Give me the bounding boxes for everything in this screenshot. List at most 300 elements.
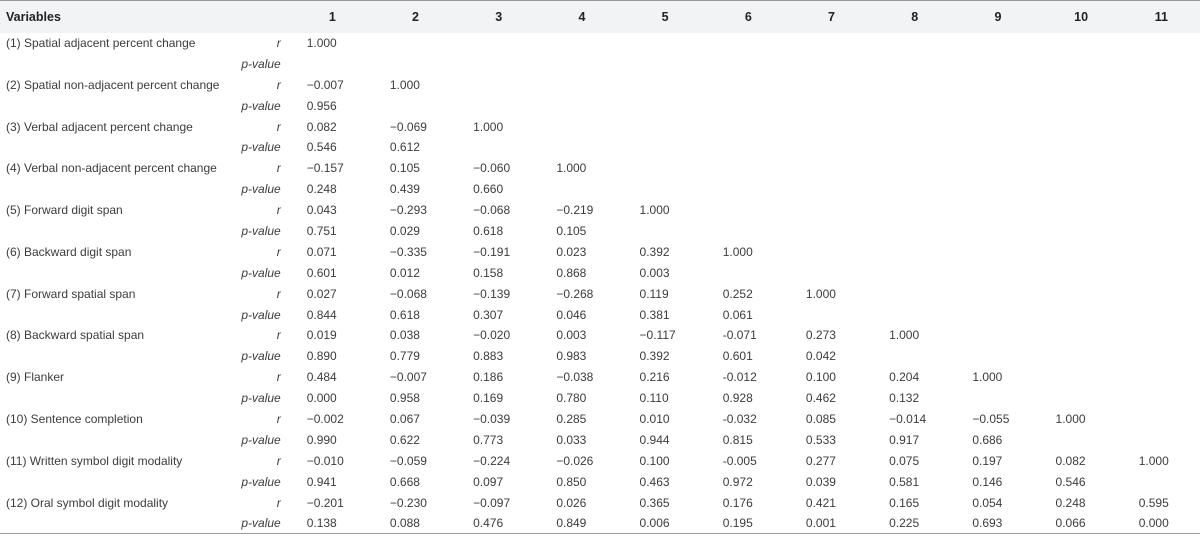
table-row-p bbox=[0, 53, 1200, 74]
cell-p bbox=[956, 221, 1039, 242]
variable-label: (9) Flanker bbox=[6, 370, 65, 385]
variable-label-blank bbox=[0, 471, 231, 492]
table-row-r bbox=[0, 116, 1200, 137]
cell-r bbox=[1040, 33, 1123, 54]
cell-p bbox=[374, 95, 457, 116]
cell-r: 0.365 bbox=[639, 495, 670, 510]
cell-r bbox=[1040, 158, 1123, 179]
cell-r: 0.075 bbox=[889, 453, 920, 468]
cell-r: 0.176 bbox=[722, 495, 753, 510]
cell-p bbox=[790, 53, 873, 74]
cell-p: 0.146 bbox=[972, 474, 1003, 489]
cell-r bbox=[790, 158, 873, 179]
cell-p: 0.941 bbox=[306, 474, 337, 489]
cell-p: 0.169 bbox=[473, 391, 504, 406]
cell-p bbox=[956, 179, 1039, 200]
cell-r bbox=[873, 241, 956, 262]
variable-label: (8) Backward spatial span bbox=[6, 328, 145, 343]
cell-r: 0.285 bbox=[556, 411, 587, 426]
cell-r: −0.335 bbox=[389, 244, 427, 259]
cell-r bbox=[1123, 241, 1200, 262]
table-row-p bbox=[0, 221, 1200, 242]
cell-r bbox=[1123, 283, 1200, 304]
cell-r: 1.000 bbox=[473, 119, 504, 134]
cell-r bbox=[956, 200, 1039, 221]
cell-p bbox=[1040, 388, 1123, 409]
stat-label-p: p-value bbox=[241, 349, 281, 364]
cell-p bbox=[1123, 179, 1200, 200]
cell-p bbox=[790, 179, 873, 200]
cell-r bbox=[1123, 33, 1200, 54]
cell-r: 0.392 bbox=[639, 244, 670, 259]
cell-p bbox=[956, 388, 1039, 409]
cell-p: 0.003 bbox=[639, 265, 670, 280]
cell-r: −0.097 bbox=[473, 495, 511, 510]
cell-r: 0.038 bbox=[389, 328, 420, 343]
cell-p bbox=[956, 137, 1039, 158]
cell-p: 0.006 bbox=[639, 516, 670, 531]
cell-r bbox=[873, 74, 956, 95]
cell-r bbox=[790, 74, 873, 95]
cell-p: 0.476 bbox=[473, 516, 504, 531]
cell-p: 0.868 bbox=[556, 265, 587, 280]
cell-p: 0.097 bbox=[473, 474, 504, 489]
table-row-p bbox=[0, 346, 1200, 367]
table-row-p bbox=[0, 137, 1200, 158]
cell-p bbox=[540, 137, 623, 158]
cell-r: −0.230 bbox=[389, 495, 427, 510]
cell-r: −0.068 bbox=[389, 286, 427, 301]
cell-p: 0.917 bbox=[889, 432, 920, 447]
cell-p bbox=[956, 262, 1039, 283]
cell-r: -0.032 bbox=[722, 411, 757, 426]
cell-p: 0.928 bbox=[722, 391, 753, 406]
header-col-5: 5 bbox=[661, 9, 669, 24]
stat-label-p: p-value bbox=[241, 182, 281, 197]
stat-label-r: r bbox=[276, 244, 281, 259]
cell-p: 0.660 bbox=[473, 182, 504, 197]
cell-r: 0.082 bbox=[1055, 453, 1086, 468]
cell-r bbox=[956, 74, 1039, 95]
cell-r: 1.000 bbox=[972, 370, 1003, 385]
cell-r bbox=[873, 283, 956, 304]
cell-p bbox=[1040, 304, 1123, 325]
cell-p: 0.439 bbox=[389, 182, 420, 197]
cell-p bbox=[873, 95, 956, 116]
cell-r: 1.000 bbox=[805, 286, 836, 301]
cell-r: −0.117 bbox=[639, 328, 676, 343]
variable-label-blank bbox=[0, 429, 231, 450]
cell-r bbox=[540, 74, 623, 95]
cell-p: 0.883 bbox=[473, 349, 504, 364]
cell-r bbox=[707, 200, 790, 221]
header-col-2: 2 bbox=[412, 9, 419, 24]
cell-r: 1.000 bbox=[639, 203, 670, 218]
cell-p bbox=[1040, 221, 1123, 242]
stat-label-p: p-value bbox=[241, 391, 281, 406]
cell-p: 0.601 bbox=[306, 265, 337, 280]
cell-p: 0.000 bbox=[306, 391, 337, 406]
cell-r bbox=[956, 116, 1039, 137]
cell-p bbox=[956, 304, 1039, 325]
header-variables: Variables bbox=[6, 9, 61, 24]
stat-label-r: r bbox=[276, 495, 281, 510]
cell-r: −0.007 bbox=[389, 370, 427, 385]
cell-p: 0.546 bbox=[306, 140, 337, 155]
cell-r: −0.201 bbox=[306, 495, 344, 510]
cell-r bbox=[956, 33, 1039, 54]
cell-r bbox=[1123, 158, 1200, 179]
cell-r: 0.003 bbox=[556, 328, 587, 343]
cell-r: −0.139 bbox=[473, 286, 511, 301]
cell-p bbox=[624, 179, 707, 200]
cell-r: −0.268 bbox=[556, 286, 594, 301]
variable-label-blank bbox=[0, 137, 231, 158]
variable-label: (7) Forward spatial span bbox=[6, 286, 136, 301]
cell-r: 1.000 bbox=[722, 244, 753, 259]
cell-r: 0.023 bbox=[556, 244, 587, 259]
stat-label-r: r bbox=[276, 453, 281, 468]
cell-p bbox=[457, 95, 540, 116]
cell-r: −0.068 bbox=[473, 203, 511, 218]
stat-label-r: r bbox=[276, 161, 281, 176]
cell-r: 0.100 bbox=[805, 370, 836, 385]
cell-p: 0.983 bbox=[556, 349, 587, 364]
cell-r: 0.043 bbox=[306, 203, 337, 218]
cell-r: -0.071 bbox=[722, 328, 757, 343]
cell-r: −0.010 bbox=[306, 453, 344, 468]
table-row-r bbox=[0, 200, 1200, 221]
cell-r bbox=[1040, 200, 1123, 221]
variable-label: (2) Spatial non-adjacent percent change bbox=[6, 77, 220, 92]
cell-r: 0.273 bbox=[805, 328, 836, 343]
cell-p: 0.463 bbox=[639, 474, 670, 489]
cell-p: 0.618 bbox=[389, 307, 420, 322]
stat-label-r: r bbox=[276, 286, 281, 301]
cell-p: 0.088 bbox=[389, 516, 420, 531]
cell-p bbox=[790, 95, 873, 116]
header-col-4: 4 bbox=[578, 9, 586, 24]
cell-r: 0.027 bbox=[306, 286, 337, 301]
cell-r bbox=[707, 116, 790, 137]
stat-label-r: r bbox=[276, 328, 281, 343]
cell-r bbox=[1123, 200, 1200, 221]
cell-p: 0.066 bbox=[1055, 516, 1086, 531]
header-col-1: 1 bbox=[328, 9, 336, 24]
cell-r: 0.595 bbox=[1138, 495, 1169, 510]
cell-p: 0.533 bbox=[805, 432, 836, 447]
cell-p: 0.029 bbox=[389, 223, 420, 238]
cell-p: 0.990 bbox=[306, 432, 337, 447]
table-row-p bbox=[0, 388, 1200, 409]
stat-label-r: r bbox=[276, 411, 281, 426]
cell-r: 0.026 bbox=[556, 495, 587, 510]
cell-p: 0.000 bbox=[1138, 516, 1169, 531]
cell-r: 0.277 bbox=[805, 453, 836, 468]
cell-p: 0.046 bbox=[556, 307, 587, 322]
cell-r bbox=[624, 33, 707, 54]
cell-r: 1.000 bbox=[1138, 453, 1169, 468]
cell-p: 0.225 bbox=[889, 516, 920, 531]
cell-r: −0.014 bbox=[889, 411, 927, 426]
cell-r: −0.020 bbox=[473, 328, 511, 343]
cell-p: 0.546 bbox=[1055, 474, 1086, 489]
table-row-r bbox=[0, 450, 1200, 471]
cell-r: −0.038 bbox=[556, 370, 594, 385]
table-row-p bbox=[0, 429, 1200, 450]
cell-p: 0.158 bbox=[473, 265, 504, 280]
stat-label-p: p-value bbox=[241, 432, 281, 447]
cell-p: 0.581 bbox=[889, 474, 920, 489]
cell-p bbox=[1123, 53, 1200, 74]
stat-label-r: r bbox=[276, 370, 281, 385]
cell-r bbox=[1123, 325, 1200, 346]
cell-p bbox=[540, 95, 623, 116]
cell-r: −0.002 bbox=[306, 411, 344, 426]
variable-label-blank bbox=[0, 513, 231, 534]
table-row-p bbox=[0, 471, 1200, 492]
cell-p bbox=[540, 53, 623, 74]
cell-r bbox=[540, 33, 623, 54]
cell-p: 0.686 bbox=[972, 432, 1003, 447]
cell-p: 0.039 bbox=[805, 474, 836, 489]
cell-r bbox=[624, 116, 707, 137]
cell-r bbox=[873, 33, 956, 54]
table-row-r bbox=[0, 409, 1200, 430]
cell-p bbox=[1123, 429, 1200, 450]
cell-p: 0.773 bbox=[473, 432, 504, 447]
cell-r: 0.054 bbox=[972, 495, 1003, 510]
stat-label-r: r bbox=[276, 119, 281, 134]
cell-r: 0.082 bbox=[306, 119, 337, 134]
variable-label: (6) Backward digit span bbox=[6, 244, 132, 259]
cell-r: −0.055 bbox=[972, 411, 1010, 426]
stat-label-r: r bbox=[276, 203, 281, 218]
cell-p: 0.061 bbox=[722, 307, 753, 322]
cell-p: 0.042 bbox=[805, 349, 836, 364]
cell-p bbox=[1123, 95, 1200, 116]
cell-p bbox=[1123, 388, 1200, 409]
cell-p bbox=[873, 221, 956, 242]
cell-r: 0.067 bbox=[389, 411, 420, 426]
cell-r: 0.165 bbox=[889, 495, 920, 510]
cell-r bbox=[707, 33, 790, 54]
table-row-p bbox=[0, 304, 1200, 325]
cell-p: 0.849 bbox=[556, 516, 587, 531]
cell-p: 0.248 bbox=[306, 182, 337, 197]
cell-p: 0.012 bbox=[389, 265, 420, 280]
cell-r bbox=[457, 74, 540, 95]
header-col-8: 8 bbox=[911, 9, 919, 24]
cell-p: 0.779 bbox=[389, 349, 420, 364]
cell-p bbox=[956, 346, 1039, 367]
cell-r: 0.085 bbox=[805, 411, 836, 426]
cell-p bbox=[873, 262, 956, 283]
variable-label: (11) Written symbol digit modality bbox=[6, 453, 183, 468]
variable-label-blank bbox=[0, 304, 231, 325]
cell-r bbox=[1123, 409, 1200, 430]
cell-r bbox=[790, 241, 873, 262]
cell-p bbox=[956, 53, 1039, 74]
cell-r: -0.012 bbox=[722, 370, 757, 385]
cell-p: 0.132 bbox=[889, 391, 920, 406]
cell-r bbox=[624, 158, 707, 179]
cell-r: 0.119 bbox=[639, 286, 669, 301]
stat-label-p: p-value bbox=[241, 98, 281, 113]
variable-label: (1) Spatial adjacent percent change bbox=[6, 35, 196, 50]
cell-r bbox=[707, 158, 790, 179]
header-col-11: 11 bbox=[1154, 9, 1168, 24]
cell-r bbox=[1040, 367, 1123, 388]
cell-p: 0.392 bbox=[639, 349, 670, 364]
cell-r: 1.000 bbox=[889, 328, 920, 343]
cell-p: 0.780 bbox=[556, 391, 587, 406]
stat-label-p: p-value bbox=[241, 140, 281, 155]
cell-p bbox=[1040, 262, 1123, 283]
cell-r: −0.059 bbox=[389, 453, 427, 468]
header-col-9: 9 bbox=[994, 9, 1002, 24]
table-row-p bbox=[0, 95, 1200, 116]
table-row-r bbox=[0, 74, 1200, 95]
cell-r: 0.105 bbox=[389, 161, 420, 176]
cell-r bbox=[956, 325, 1039, 346]
table-row-r bbox=[0, 325, 1200, 346]
cell-p: 0.462 bbox=[805, 391, 836, 406]
cell-r bbox=[1040, 74, 1123, 95]
cell-p: 0.693 bbox=[972, 516, 1003, 531]
cell-p bbox=[1123, 221, 1200, 242]
cell-p bbox=[624, 95, 707, 116]
cell-r: 0.216 bbox=[639, 370, 670, 385]
cell-p bbox=[873, 53, 956, 74]
table-header-row bbox=[0, 1, 1200, 33]
cell-p bbox=[873, 304, 956, 325]
cell-r: 0.421 bbox=[805, 495, 836, 510]
table-row-p bbox=[0, 179, 1200, 200]
cell-p: 0.381 bbox=[639, 307, 670, 322]
cell-r: −0.293 bbox=[389, 203, 427, 218]
cell-p bbox=[873, 346, 956, 367]
cell-r: 0.248 bbox=[1055, 495, 1086, 510]
variable-label-blank bbox=[0, 346, 231, 367]
stat-label-p: p-value bbox=[241, 474, 281, 489]
cell-r bbox=[873, 200, 956, 221]
cell-r bbox=[1040, 116, 1123, 137]
cell-p: 0.972 bbox=[722, 474, 753, 489]
cell-p bbox=[457, 53, 540, 74]
cell-r bbox=[873, 158, 956, 179]
cell-p bbox=[707, 221, 790, 242]
cell-r bbox=[790, 33, 873, 54]
cell-p: 0.944 bbox=[639, 432, 670, 447]
variable-label-blank bbox=[0, 179, 231, 200]
variable-label-blank bbox=[0, 53, 231, 74]
cell-p bbox=[457, 137, 540, 158]
cell-p: 0.033 bbox=[556, 432, 587, 447]
header-col-7: 7 bbox=[828, 9, 835, 24]
cell-r bbox=[873, 116, 956, 137]
cell-p bbox=[1040, 346, 1123, 367]
variable-label: (4) Verbal non-adjacent percent change bbox=[6, 161, 217, 176]
cell-r: −0.157 bbox=[306, 161, 344, 176]
cell-p: 0.612 bbox=[389, 140, 420, 155]
cell-p bbox=[707, 137, 790, 158]
cell-p bbox=[956, 95, 1039, 116]
variable-label-blank bbox=[0, 221, 231, 242]
cell-p: 0.815 bbox=[722, 432, 753, 447]
cell-p: 0.105 bbox=[556, 223, 587, 238]
cell-r bbox=[540, 116, 623, 137]
cell-r bbox=[790, 200, 873, 221]
cell-r bbox=[707, 74, 790, 95]
cell-r: −0.191 bbox=[473, 244, 511, 259]
header-col-3: 3 bbox=[495, 9, 503, 24]
cell-p bbox=[1123, 304, 1200, 325]
cell-r bbox=[1040, 283, 1123, 304]
cell-p bbox=[624, 137, 707, 158]
cell-r: −0.069 bbox=[389, 119, 427, 134]
cell-r: −0.224 bbox=[473, 453, 511, 468]
stat-label-p: p-value bbox=[241, 56, 281, 71]
cell-p bbox=[1040, 53, 1123, 74]
cell-p bbox=[1040, 95, 1123, 116]
cell-p bbox=[1123, 262, 1200, 283]
cell-p: 0.138 bbox=[306, 516, 337, 531]
header-col-10: 10 bbox=[1074, 9, 1089, 24]
cell-r: -0.005 bbox=[722, 453, 757, 468]
cell-p: 0.844 bbox=[306, 307, 337, 322]
cell-r: 0.484 bbox=[306, 370, 337, 385]
cell-r: 1.000 bbox=[1055, 411, 1086, 426]
cell-p bbox=[790, 221, 873, 242]
cell-r bbox=[1040, 325, 1123, 346]
cell-p: 0.601 bbox=[722, 349, 753, 364]
stat-label-p: p-value bbox=[241, 223, 281, 238]
cell-r: 1.000 bbox=[306, 35, 337, 50]
variable-label: (12) Oral symbol digit modality bbox=[6, 495, 169, 510]
cell-p bbox=[1040, 179, 1123, 200]
cell-p: 0.956 bbox=[306, 98, 337, 113]
cell-r: −0.060 bbox=[473, 161, 511, 176]
cell-r bbox=[956, 283, 1039, 304]
table-row-p bbox=[0, 513, 1200, 534]
cell-p bbox=[624, 221, 707, 242]
cell-r bbox=[624, 74, 707, 95]
stat-label-p: p-value bbox=[241, 265, 281, 280]
cell-p bbox=[707, 179, 790, 200]
cell-p: 0.001 bbox=[805, 516, 836, 531]
cell-p bbox=[624, 53, 707, 74]
table-row-r bbox=[0, 367, 1200, 388]
stat-label-r: r bbox=[276, 35, 281, 50]
cell-r bbox=[1123, 116, 1200, 137]
header-stat-blank bbox=[231, 1, 291, 33]
cell-r bbox=[1123, 74, 1200, 95]
variable-label: (10) Sentence completion bbox=[6, 411, 143, 426]
cell-r: 0.010 bbox=[639, 411, 670, 426]
cell-r: 1.000 bbox=[389, 77, 420, 92]
cell-r: −0.039 bbox=[473, 411, 511, 426]
variable-label: (5) Forward digit span bbox=[6, 203, 123, 218]
cell-r: 0.100 bbox=[639, 453, 670, 468]
cell-p bbox=[707, 95, 790, 116]
cell-r: 0.252 bbox=[722, 286, 753, 301]
cell-p: 0.622 bbox=[389, 432, 420, 447]
cell-p bbox=[1123, 346, 1200, 367]
cell-p: 0.110 bbox=[639, 391, 669, 406]
stat-label-p: p-value bbox=[241, 307, 281, 322]
header-col-6: 6 bbox=[744, 9, 752, 24]
